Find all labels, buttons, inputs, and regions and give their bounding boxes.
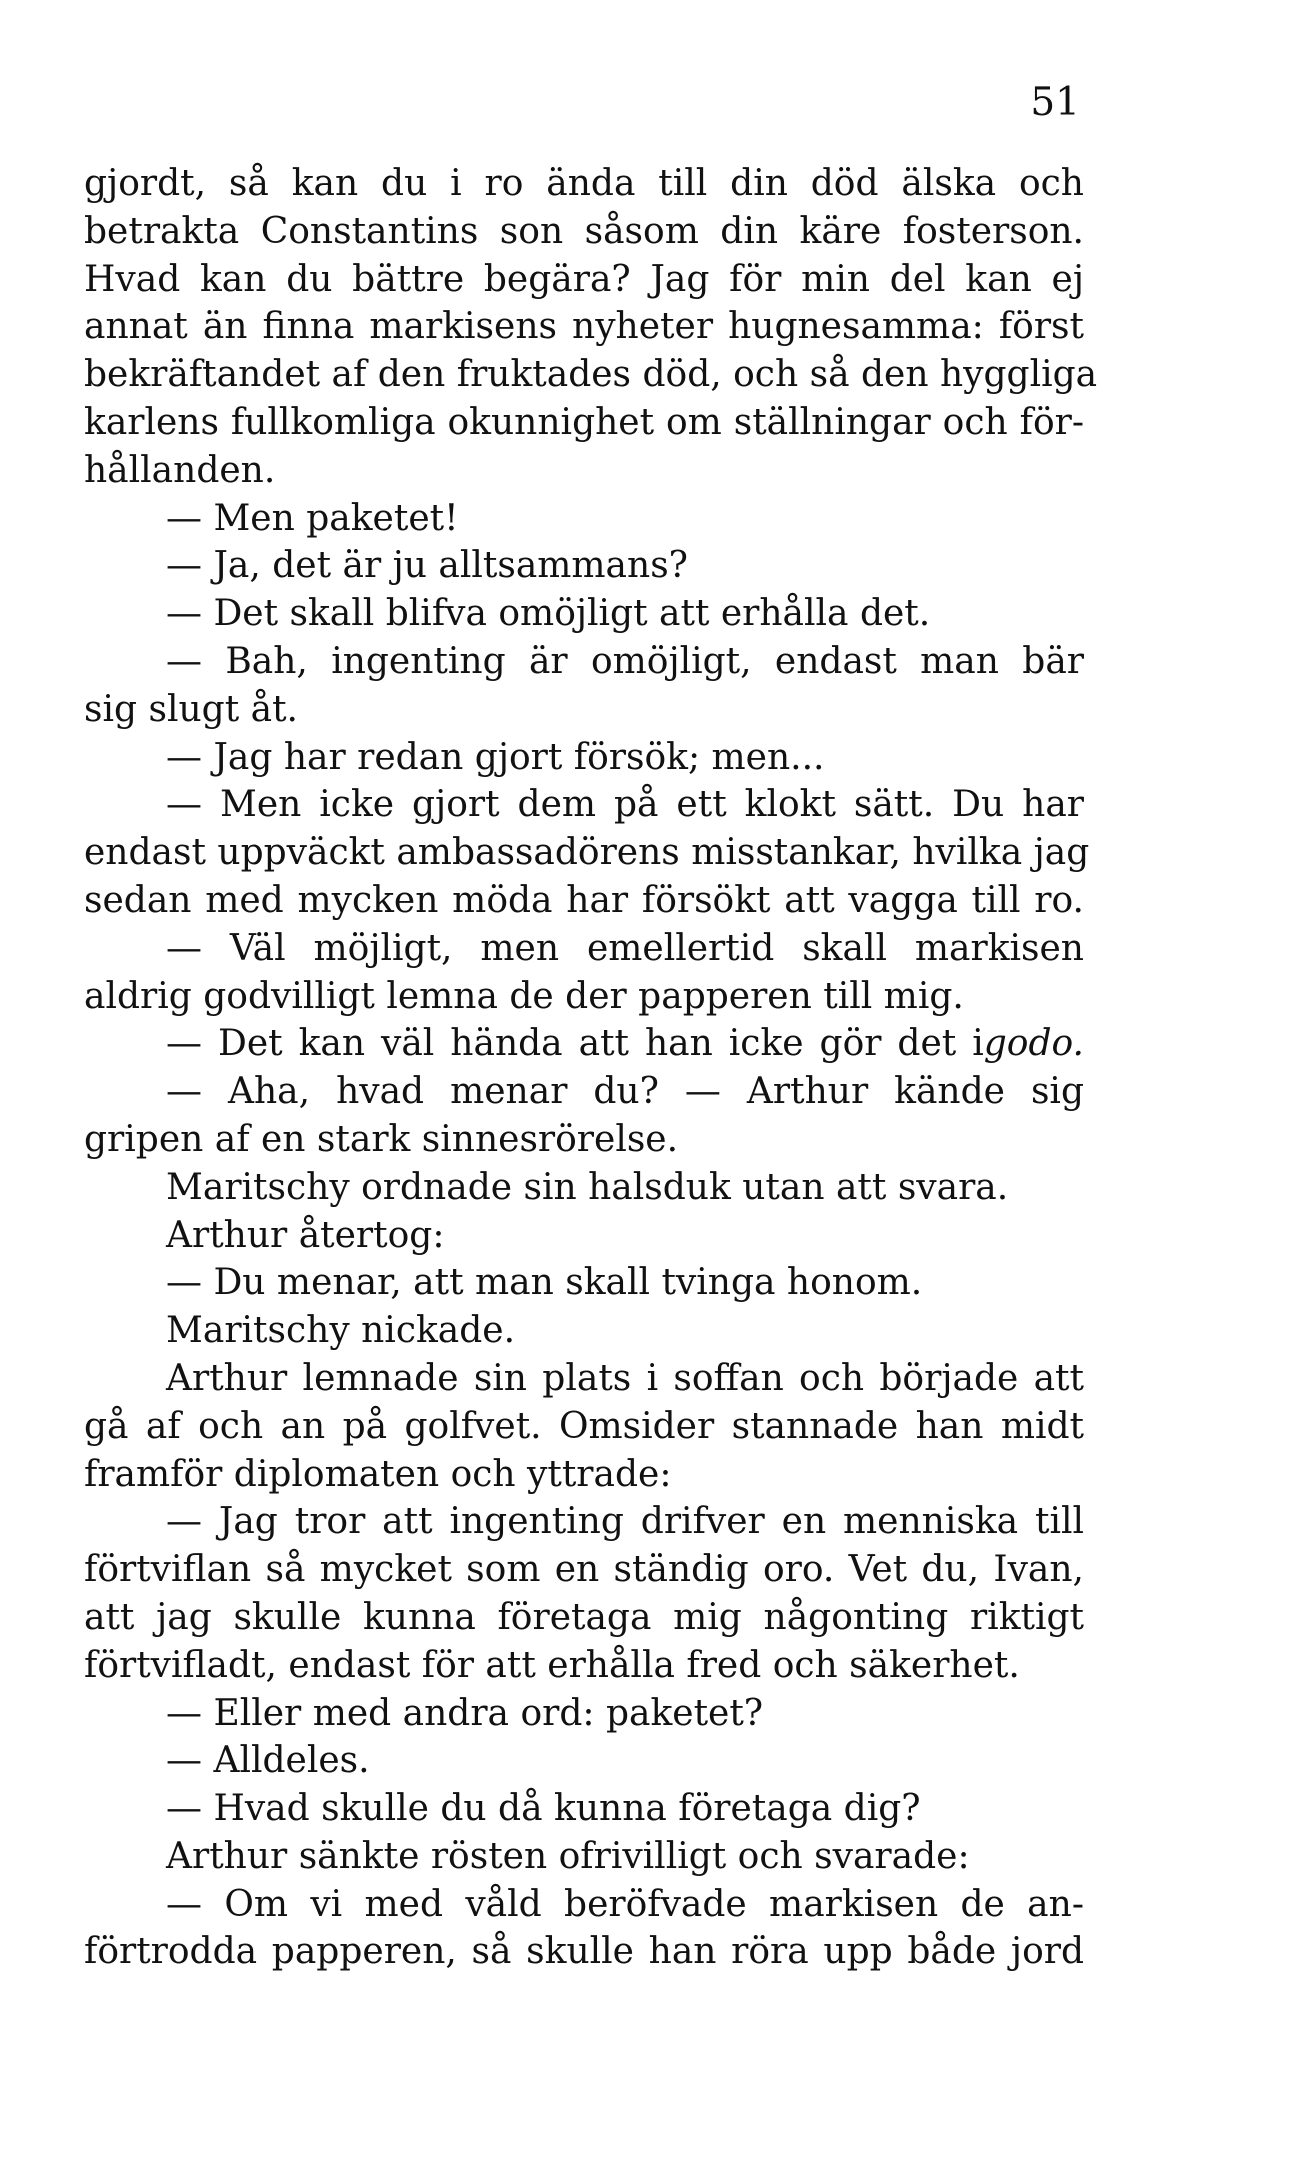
text-line-content: annat än finna markisens nyheter hugnesamma: först — [84, 306, 1084, 348]
text-line — [84, 686, 1084, 734]
text-line-content: Hvad kan du bättre begära? Jag för min del kan ej — [84, 258, 1084, 300]
text-line — [84, 1068, 1084, 1116]
text-line — [84, 1642, 1084, 1690]
text-line — [84, 877, 1084, 925]
text-line — [84, 1546, 1084, 1594]
text-line — [84, 1164, 1084, 1212]
text-line — [84, 1881, 1084, 1929]
text-line — [84, 1498, 1084, 1546]
text-line-content: aldrig godvilligt lemna de der papperen till mig. — [84, 975, 964, 1017]
text-line-content: — Väl möjligt, men emellertid skall markisen — [166, 927, 1084, 969]
text-line — [84, 1403, 1084, 1451]
text-line — [84, 1307, 1084, 1355]
text-line — [84, 1451, 1084, 1499]
text-line — [84, 447, 1084, 495]
text-line — [84, 925, 1084, 973]
text-line-content: — Men paketet! — [166, 497, 459, 539]
text-line-content: — Hvad skulle du då kunna företaga dig? — [166, 1788, 921, 1830]
text-line-content: — Ja, det är ju alltsammans? — [166, 545, 688, 587]
text-line — [84, 781, 1084, 829]
text-line — [84, 1212, 1084, 1260]
text-line-content: förtvifladt, endast för att erhålla fred och säkerhet. — [84, 1644, 1020, 1686]
text-line-content: förtrodda papperen, så skulle han röra upp både jord — [84, 1931, 1084, 1973]
text-line-content: — Det skall blifva omöjligt att erhålla det. — [166, 593, 931, 635]
text-line-content: gå af och an på golfvet. Omsider stannade han midt — [84, 1405, 1084, 1447]
text-line-content: sedan med mycken möda har försökt att vagga till ro. — [84, 879, 1084, 921]
text-line-content: att jag skulle kunna företaga mig någonting riktigt — [84, 1596, 1084, 1638]
text-line — [84, 1928, 1084, 1976]
text-line-content: sig slugt åt. — [84, 688, 298, 730]
text-line-content: — Aha, hvad menar du? — Arthur kände sig — [166, 1071, 1084, 1113]
text-line-content: gripen af en stark sinnesrörelse. — [84, 1118, 679, 1160]
text-line — [84, 1259, 1084, 1307]
text-line-content: — Om vi med våld beröfvade markisen de an- — [166, 1883, 1084, 1925]
text-line-content: — Du menar, att man skall tvinga honom. — [166, 1262, 923, 1304]
text-line — [84, 542, 1084, 590]
text-line — [84, 495, 1084, 543]
text-line-content: hållanden. — [84, 449, 276, 491]
italic-word: godo. — [983, 1023, 1084, 1065]
text-line — [84, 256, 1084, 304]
text-line — [84, 1737, 1084, 1785]
text-line — [84, 829, 1090, 877]
body-text — [84, 160, 1098, 1976]
text-line — [84, 1690, 1084, 1738]
text-line-content: endast uppväckt ambassadörens misstankar, hvilka jag — [84, 832, 1090, 874]
text-line-content: betrakta Constantins son såsom din käre fosterson. — [84, 210, 1084, 252]
text-line — [84, 1116, 1084, 1164]
text-line-content: Arthur sänkte rösten ofrivilligt och svarade: — [166, 1835, 970, 1877]
text-line — [84, 590, 1084, 638]
text-line-content: karlens fullkomliga okunnighet om ställningar och för- — [84, 401, 1084, 443]
text-line-content: — Bah, ingenting är omöjligt, endast man bär — [166, 640, 1084, 682]
text-line — [84, 638, 1084, 686]
text-line-content: Maritschy ordnade sin halsduk utan att svara. — [166, 1166, 1009, 1208]
text-line — [84, 208, 1084, 256]
text-line — [84, 160, 1084, 208]
text-line-content: Arthur återtog: — [166, 1214, 445, 1256]
text-line — [84, 1594, 1084, 1642]
text-line-content: Arthur lemnade sin plats i soffan och började att — [166, 1357, 1084, 1399]
text-line — [84, 1785, 1084, 1833]
text-line-content: gjordt, så kan du i ro ända till din död älska och — [84, 163, 1084, 204]
text-line-content: — Eller med andra ord: paketet? — [166, 1692, 764, 1734]
text-line — [84, 1833, 1084, 1881]
text-line — [84, 1355, 1084, 1403]
text-line-content: — Det kan väl hända att han icke gör det i — [166, 1023, 984, 1065]
text-line — [84, 399, 1084, 447]
text-line — [84, 303, 1084, 351]
text-line-content: — Men icke gjort dem på ett klokt sätt. Du har — [166, 784, 1084, 826]
text-line-content: Maritschy nickade. — [166, 1310, 516, 1352]
text-line-content: — Jag tror att ingenting drifver en menniska till — [166, 1501, 1084, 1543]
text-line — [84, 973, 1084, 1021]
text-line-content: framför diplomaten och yttrade: — [84, 1453, 672, 1495]
text-line — [84, 734, 1084, 782]
text-line-content: bekräftandet af den fruktades död, och så den hyggliga — [84, 354, 1098, 396]
text-line — [84, 1020, 1084, 1068]
text-line-content: förtviflan så mycket som en ständig oro. Vet du, Ivan, — [84, 1549, 1084, 1591]
text-line-content: — Jag har redan gjort försök; men... — [166, 736, 825, 778]
text-line-content: — Alldeles. — [166, 1740, 370, 1782]
text-line — [84, 351, 1098, 399]
page-number: 51 — [1030, 80, 1080, 125]
